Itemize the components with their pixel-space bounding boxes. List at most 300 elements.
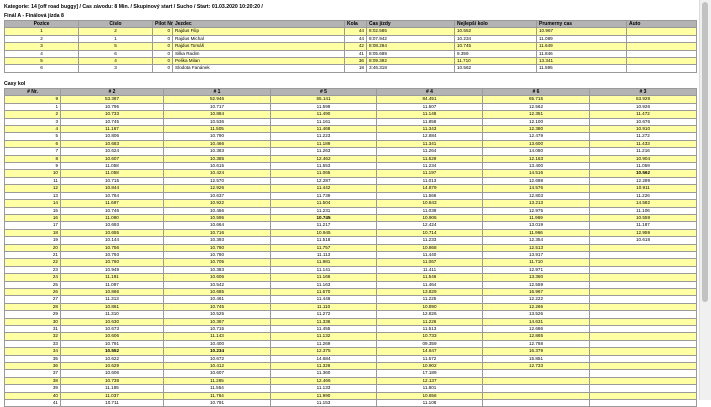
lap-cell: [483, 385, 590, 392]
lap-cell: 10.525: [164, 311, 271, 318]
lap-cell: 12.354: [483, 237, 590, 244]
lap-cell: 14.576: [483, 185, 590, 192]
results-cell: Rajdus Michal: [173, 35, 345, 42]
lap-cell: [590, 377, 697, 384]
lap-cell: 10.716: [164, 229, 271, 236]
lap-cell: 13.526: [483, 311, 590, 318]
results-cell: 11.595: [537, 65, 627, 72]
lap-row: [5, 200, 697, 207]
lap-cell: [483, 400, 590, 407]
lap-cell: 11.141: [271, 266, 377, 273]
lap-cell: 10.910: [590, 126, 697, 133]
results-cell: 11.710: [455, 58, 537, 65]
results-cell: 8:08.284: [367, 43, 455, 50]
lap-cell: 22: [5, 259, 61, 266]
laps-header-row: [5, 89, 697, 96]
lap-cell: 11.269: [271, 340, 377, 347]
results-cell: 0: [153, 43, 173, 50]
lap-cell: 13.829: [377, 288, 483, 295]
lap-cell: 10.945: [271, 229, 377, 236]
lap-cell: 10.685: [164, 288, 271, 295]
lap-cell: 13.213: [483, 200, 590, 207]
lap-cell: 40: [5, 392, 61, 399]
lap-cell: 11: [5, 177, 61, 184]
results-cell: Rajdus Tomáš: [173, 43, 345, 50]
lap-cell: 11.067: [377, 259, 483, 266]
lap-cell: 10.911: [590, 185, 697, 192]
results-row: [5, 50, 697, 57]
lap-cell: 11.037: [61, 392, 164, 399]
lap-cell: 15: [5, 207, 61, 214]
lap-cell: 10.367: [164, 318, 271, 325]
laps-col-header: # 4: [377, 89, 483, 96]
lap-cell: 11.272: [590, 133, 697, 140]
lap-row: [5, 400, 697, 407]
lap-cell: 13.019: [483, 222, 590, 229]
results-cell: 18: [345, 65, 367, 72]
lap-cell: 10.790: [164, 133, 271, 140]
lap-row: [5, 148, 697, 155]
lap-cell: 25: [5, 281, 61, 288]
results-cell: 44: [345, 28, 367, 35]
lap-cell: 36: [5, 363, 61, 370]
lap-cell: 10.466: [164, 140, 271, 147]
lap-cell: 12.222: [483, 296, 590, 303]
laps-title: Casy kol: [4, 81, 26, 87]
results-cell: 1: [5, 28, 79, 35]
results-cell: 2: [79, 28, 153, 35]
lap-cell: 12.884: [377, 133, 483, 140]
lap-cell: 11.143: [164, 333, 271, 340]
lap-cell: 14.582: [590, 200, 697, 207]
lap-cell: 11.990: [271, 392, 377, 399]
lap-cell: 11.090: [61, 214, 164, 221]
lap-row: [5, 140, 697, 147]
results-cell: [627, 50, 697, 57]
lap-cell: 11.265: [164, 377, 271, 384]
lap-cell: 32: [5, 333, 61, 340]
race-info-line: Kategorie: 14 [off road buggy] / Cas závodu: 8 Min. / Skupinový start / Sucho / Start: 01.03.2020 10:20:20 /: [4, 4, 263, 10]
lap-cell: 10.637: [164, 192, 271, 199]
results-header-row: [5, 21, 697, 28]
lap-cell: [590, 370, 697, 377]
lap-cell: 12: [5, 185, 61, 192]
lap-cell: 10.745: [61, 118, 164, 125]
lap-cell: 11.966: [483, 229, 590, 236]
lap-cell: 11.234: [377, 163, 483, 170]
lap-cell: 39: [5, 385, 61, 392]
laps-col-header: # 5: [271, 89, 377, 96]
results-table: [4, 20, 697, 73]
results-cell: 8:09.392: [367, 58, 455, 65]
lap-cell: 52.946: [164, 96, 271, 103]
lap-cell: 11.113: [271, 251, 377, 258]
results-row: [5, 43, 697, 50]
results-row: [5, 35, 697, 42]
lap-cell: 11.197: [377, 170, 483, 177]
lap-cell: 13.917: [483, 251, 590, 258]
lap-row: [5, 251, 697, 258]
lap-row: [5, 281, 697, 288]
lap-cell: 11.440: [377, 251, 483, 258]
lap-cell: [590, 355, 697, 362]
lap-row: [5, 177, 697, 184]
lap-cell: 11.148: [377, 111, 483, 118]
lap-cell: 11.442: [271, 185, 377, 192]
lap-cell: 10.780: [164, 244, 271, 251]
scrollbar-thumb[interactable]: [702, 2, 708, 302]
final-title: Finál A - Finálová jízda 8: [4, 13, 64, 19]
lap-cell: 12.803: [483, 192, 590, 199]
lap-cell: 10.714: [377, 229, 483, 236]
lap-row: [5, 259, 697, 266]
lap-cell: 12.163: [483, 155, 590, 162]
results-cell: Slodota Fanánek: [173, 65, 345, 72]
lap-row: [5, 266, 697, 273]
lap-cell: 11.058: [61, 170, 164, 177]
lap-row: [5, 192, 697, 199]
lap-cell: 11.013: [377, 177, 483, 184]
lap-cell: 17.189: [377, 370, 483, 377]
laps-col-header: # 1: [164, 89, 271, 96]
lap-cell: 10.393: [164, 237, 271, 244]
lap-cell: 11.553: [271, 163, 377, 170]
lap-cell: 10.705: [164, 259, 271, 266]
lap-cell: 11.504: [271, 200, 377, 207]
lap-row: [5, 133, 697, 140]
lap-cell: 13.360: [483, 274, 590, 281]
lap-cell: [590, 296, 697, 303]
lap-cell: [590, 326, 697, 333]
lap-cell: 11.343: [377, 126, 483, 133]
lap-cell: 10.780: [164, 251, 271, 258]
lap-cell: [590, 259, 697, 266]
lap-cell: 12.424: [377, 222, 483, 229]
lap-cell: 10.926: [590, 103, 697, 110]
lap-cell: 1: [5, 103, 61, 110]
lap-cell: 11.455: [271, 326, 377, 333]
lap-cell: 11.153: [271, 400, 377, 407]
lap-cell: 10.412: [164, 363, 271, 370]
lap-cell: 10.630: [61, 318, 164, 325]
lap-row: [5, 392, 697, 399]
lap-cell: 11.507: [377, 103, 483, 110]
lap-cell: 12.466: [271, 377, 377, 384]
results-col-header: Pozice: [5, 21, 79, 28]
results-cell: 6: [79, 50, 153, 57]
lap-cell: 10.552: [61, 348, 164, 355]
lap-cell: 10.629: [61, 363, 164, 370]
vertical-scrollbar[interactable]: [699, 0, 711, 400]
lap-row: [5, 370, 697, 377]
lap-cell: 10.606: [61, 333, 164, 340]
lap-cell: [590, 348, 697, 355]
lap-cell: [590, 251, 697, 258]
results-cell: 1: [79, 35, 153, 42]
lap-cell: 12.570: [164, 177, 271, 184]
lap-cell: 41: [5, 400, 61, 407]
results-row: [5, 28, 697, 35]
lap-row: [5, 229, 697, 236]
lap-cell: [590, 363, 697, 370]
lap-cell: 12.375: [271, 348, 377, 355]
lap-cell: 11.039: [377, 207, 483, 214]
lap-cell: 14.879: [377, 185, 483, 192]
lap-cell: 10.607: [61, 155, 164, 162]
lap-cell: 4: [5, 126, 61, 133]
lap-cell: 10.922: [164, 200, 271, 207]
lap-cell: 9: [5, 163, 61, 170]
lap-cell: 53.929: [590, 96, 697, 103]
lap-cell: 10.791: [164, 400, 271, 407]
lap-cell: 14.631: [483, 318, 590, 325]
lap-cell: 11.341: [377, 140, 483, 147]
lap-row: [5, 222, 697, 229]
lap-cell: 11.566: [377, 192, 483, 199]
lap-cell: 12.926: [164, 185, 271, 192]
lap-cell: 11.187: [590, 222, 697, 229]
lap-cell: 10.902: [377, 363, 483, 370]
results-col-header: Prumerny cas: [537, 21, 627, 28]
lap-cell: 7: [5, 148, 61, 155]
lap-row: [5, 348, 697, 355]
lap-cell: 10.884: [164, 111, 271, 118]
lap-cell: 10.664: [164, 222, 271, 229]
results-cell: 10.552: [455, 28, 537, 35]
lap-cell: 5: [5, 133, 61, 140]
lap-cell: 11.554: [164, 385, 271, 392]
lap-cell: 10.890: [377, 303, 483, 310]
lap-cell: 20: [5, 244, 61, 251]
lap-cell: 11.858: [377, 118, 483, 125]
lap-cell: 11.757: [271, 244, 377, 251]
lap-cell: [483, 392, 590, 399]
lap-row: [5, 355, 697, 362]
lap-cell: 11.263: [271, 148, 377, 155]
lap-cell: 11.166: [271, 274, 377, 281]
lap-cell: 11.546: [377, 274, 483, 281]
lap-cell: 10.655: [61, 229, 164, 236]
lap-cell: 10.456: [164, 207, 271, 214]
results-cell: [627, 28, 697, 35]
results-cell: 10.562: [455, 65, 537, 72]
results-cell: [627, 65, 697, 72]
laps-col-header: # 3: [590, 89, 697, 96]
lap-cell: 10.606: [61, 370, 164, 377]
lap-cell: 11.216: [590, 148, 697, 155]
results-cell: 3:46.318: [367, 65, 455, 72]
lap-cell: [590, 385, 697, 392]
lap-cell: 12.559: [483, 281, 590, 288]
lap-cell: 10.618: [590, 237, 697, 244]
lap-cell: 12.287: [271, 177, 377, 184]
lap-cell: 26: [5, 288, 61, 295]
lap-row: [5, 155, 697, 162]
results-cell: 10.234: [455, 35, 537, 42]
lap-cell: 11.464: [377, 281, 483, 288]
lap-cell: 10.715: [61, 177, 164, 184]
results-row: [5, 65, 697, 72]
lap-cell: 11.106: [590, 207, 697, 214]
results-cell: 8:05.689: [367, 50, 455, 57]
lap-cell: 11.058: [61, 163, 164, 170]
lap-row: [5, 96, 697, 103]
lap-row: [5, 111, 697, 118]
lap-row: [5, 170, 697, 177]
lap-cell: 11.472: [590, 111, 697, 118]
results-col-header: Auto: [627, 21, 697, 28]
lap-cell: 11.217: [271, 222, 377, 229]
results-cell: 8:07.942: [367, 35, 455, 42]
lap-cell: 11.226: [590, 192, 697, 199]
lap-cell: 14: [5, 200, 61, 207]
lap-cell: 11.225: [377, 296, 483, 303]
lap-cell: 34: [5, 348, 61, 355]
lap-cell: 11.065: [271, 170, 377, 177]
results-col-header: Pilot Nr: [153, 21, 173, 28]
lap-cell: 10: [5, 170, 61, 177]
lap-cell: 11.264: [377, 148, 483, 155]
lap-cell: 6: [5, 140, 61, 147]
lap-cell: 11.110: [271, 303, 377, 310]
lap-cell: 11.108: [377, 400, 483, 407]
lap-cell: 10.791: [61, 340, 164, 347]
lap-cell: 12.351: [483, 111, 590, 118]
lap-row: [5, 326, 697, 333]
results-cell: 6: [5, 65, 79, 72]
lap-cell: 12.686: [483, 326, 590, 333]
lap-cell: [590, 288, 697, 295]
lap-row: [5, 103, 697, 110]
lap-row: [5, 385, 697, 392]
lap-cell: 10.795: [61, 103, 164, 110]
results-cell: 2: [5, 35, 79, 42]
lap-cell: 11.233: [377, 237, 483, 244]
lap-cell: 35: [5, 355, 61, 362]
results-col-header: Cas jízdy: [367, 21, 455, 28]
results-cell: 0: [153, 65, 173, 72]
lap-cell: 11.189: [271, 140, 377, 147]
lap-cell: 10.234: [164, 348, 271, 355]
lap-cell: 11.167: [61, 126, 164, 133]
lap-row: [5, 311, 697, 318]
lap-cell: [590, 281, 697, 288]
lap-cell: [590, 266, 697, 273]
laps-col-header: # 2: [61, 89, 164, 96]
laps-col-header: # Nr.: [5, 89, 61, 96]
results-cell: 36: [345, 58, 367, 65]
lap-cell: 12.289: [590, 177, 697, 184]
lap-cell: 10.144: [61, 237, 164, 244]
lap-cell: 16: [5, 214, 61, 221]
lap-cell: 10.536: [164, 118, 271, 125]
lap-cell: 28: [5, 303, 61, 310]
lap-cell: 10.683: [61, 140, 164, 147]
lap-cell: 24: [5, 274, 61, 281]
lap-cell: [483, 370, 590, 377]
lap-cell: [590, 274, 697, 281]
results-cell: 11.089: [537, 35, 627, 42]
lap-cell: 10.673: [61, 326, 164, 333]
lap-cell: 11.231: [271, 207, 377, 214]
lap-cell: 11.272: [271, 311, 377, 318]
results-cell: [627, 43, 697, 50]
lap-row: [5, 237, 697, 244]
lap-cell: 11.446: [271, 296, 377, 303]
results-cell: 44: [345, 35, 367, 42]
lap-cell: 14.647: [377, 348, 483, 355]
lap-cell: [590, 311, 697, 318]
results-cell: 42: [345, 43, 367, 50]
lap-cell: 13: [5, 192, 61, 199]
results-cell: 11.846: [537, 50, 627, 57]
lap-cell: 11.185: [61, 385, 164, 392]
lap-row: [5, 214, 697, 221]
lap-cell: 8: [5, 155, 61, 162]
lap-cell: 11.572: [377, 355, 483, 362]
lap-cell: 10.383: [164, 266, 271, 273]
lap-cell: 30: [5, 318, 61, 325]
lap-cell: 10.760: [61, 259, 164, 266]
lap-cell: 11.801: [377, 385, 483, 392]
lap-cell: 10.756: [61, 244, 164, 251]
lap-cell: 10.717: [164, 103, 271, 110]
lap-cell: 12.826: [377, 311, 483, 318]
lap-cell: 11.513: [377, 326, 483, 333]
lap-cell: 11.310: [61, 311, 164, 318]
lap-cell: 55.141: [271, 96, 377, 103]
results-cell: [627, 35, 697, 42]
lap-cell: 11.132: [271, 333, 377, 340]
lap-cell: 11.529: [377, 155, 483, 162]
lap-cell: 11.710: [483, 259, 590, 266]
lap-cell: 11.326: [271, 363, 377, 370]
lap-cell: 10.676: [590, 118, 697, 125]
lap-cell: 11.739: [271, 192, 377, 199]
lap-cell: 16.967: [483, 288, 590, 295]
results-cell: 10.745: [455, 43, 537, 50]
results-col-header: Nejlepší kolo: [455, 21, 537, 28]
lap-row: [5, 333, 697, 340]
lap-cell: 65.715: [483, 96, 590, 103]
lap-cell: 10.949: [61, 266, 164, 273]
lap-cell: 10.784: [61, 192, 164, 199]
lap-cell: 11.226: [377, 318, 483, 325]
results-cell: 13.341: [537, 58, 627, 65]
lap-cell: 10.861: [61, 303, 164, 310]
lap-cell: 11.313: [61, 296, 164, 303]
lap-cell: 10.868: [377, 244, 483, 251]
lap-row: [5, 340, 697, 347]
lap-cell: 10.904: [590, 155, 697, 162]
lap-cell: 11.468: [271, 126, 377, 133]
lap-cell: 10.461: [164, 296, 271, 303]
results-cell: 0: [153, 35, 173, 42]
lap-cell: 12.698: [483, 177, 590, 184]
lap-cell: 9: [5, 96, 61, 103]
lap-cell: 11.097: [61, 281, 164, 288]
lap-cell: 16.379: [483, 348, 590, 355]
lap-cell: 10.866: [61, 288, 164, 295]
lap-cell: [590, 392, 697, 399]
results-cell: Silka Radim: [173, 50, 345, 57]
results-cell: 9.359: [455, 50, 537, 57]
lap-cell: 14.516: [483, 170, 590, 177]
lap-cell: 29: [5, 311, 61, 318]
lap-cell: 17: [5, 222, 61, 229]
lap-cell: 11.764: [164, 392, 271, 399]
results-cell: Rajdus Filip: [173, 28, 345, 35]
